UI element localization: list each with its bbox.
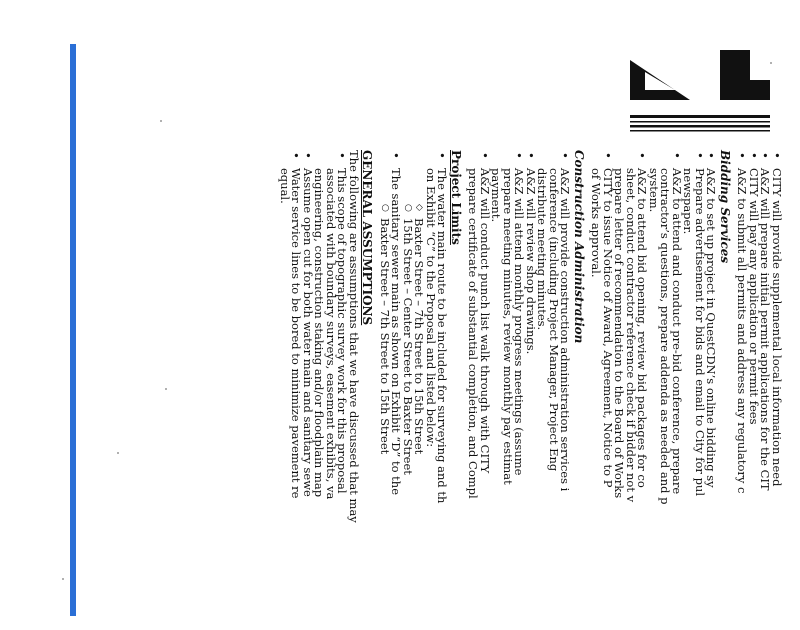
list-item: • Prepare advertisement for bids and email to City for pul newspaper. [682,150,705,630]
list-item: • A&Z to attend and conduct pre-bid conference, prepare contractor’s questions, prepare addenda as needed and p system. [648,150,683,630]
list-item: • A&Z will review shop drawings. [525,150,537,630]
list-item: • This scope of topographic survey work for this proposal associated with boundary surveys, easement exhibits, va engineering, construction staking and/or floodplain map [313,150,348,630]
construction-heading: Construction Administration [572,150,586,344]
project-limits-heading: Project Limits [449,150,463,245]
bidding-heading: Bidding Services [718,150,732,264]
bidding-top-list [736,150,782,630]
list-item: • CITY will provide supplemental local information need [771,150,783,630]
list-item: ○ Baxter Street – 7th Street to 15th Street [379,202,391,630]
general-assumptions-heading: GENERAL ASSUMPTIONS [360,150,375,326]
sanitary-sewer-route-list [379,168,391,630]
list-item: • A&Z to attend bid opening, review bid packages for co sheet, conduct contractor reference check if bidder not v prepare letter of recommendation to the Board of Works [613,150,648,630]
list-item: • A&Z will provide construction administration services i conference (including Project Manager, Project Eng distribute meeting minutes. [536,150,571,630]
list-item: • A&Z to submit all permits and address any regulatory c [736,150,748,630]
general-assumptions-intro: The following are assumptions that we have discussed that may [347,150,361,523]
list-item: • The sanitary sewer main as shown on Exhibit “D” to the ○ Baxter Street – 7th Street to 15th Street [379,150,402,630]
list-item: • The water main route to be included for surveying and th on Exhibit “C” to the Proposal and listed below: ◇ Baxter Street – 7th Street to 15th Street ○ 15th Street – Center Street to Baxter Street [402,150,448,630]
list-item: • A&Z will conduct punch list walk through with CITY prepare certificate of substantial completion, and Compl [467,150,490,630]
scan-edge-bar [70,44,76,616]
list-item: • A&Z will attend monthly progress meetings (assume prepare meeting minutes, review monthly pay estimat payment. [490,150,525,630]
list-item: • Water service lines to be bored to minimize pavement re equal. [279,150,302,630]
list-item: • Assume open cut for both water main and sanitary sewe [302,150,314,630]
document-body [276,150,783,630]
list-item: • A&Z to set up project in QuestCDN’s online bidding sy [705,150,717,630]
water-main-route-list [402,168,425,630]
project-limits-list [379,150,448,630]
rotated-document-page [90,0,790,618]
general-assumptions-list [279,150,348,630]
list-item: • A&Z will prepare initial permit applications for the CIT [759,150,771,630]
az-logo-icon [610,30,790,140]
list-item: • CITY to issue Notice of Award, Agreement, Notice to P of Works approval. [590,150,613,630]
list-item: ◇ Baxter Street – 7th Street to 15th Street [413,202,425,630]
list-item: ○ 15th Street – Center Street to Baxter Street [402,202,414,630]
bidding-list [590,150,717,630]
list-item: • CITY will pay any application or permit fees [748,150,760,630]
construction-list [467,150,571,630]
